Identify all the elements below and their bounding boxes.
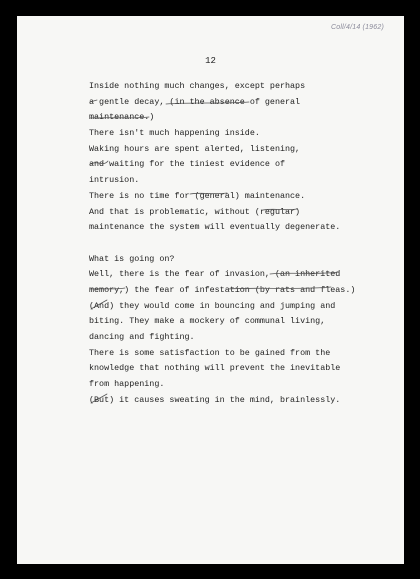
text-line: And that is problematic, without (regular) (89, 206, 301, 217)
text-line: biting. They make a mockery of communal living, (89, 316, 326, 327)
text-line: Well, there is the fear of invasion, (an inherited (89, 269, 341, 280)
text-line: memory,) the fear of infestation (by rats and fleas.) (89, 284, 356, 295)
text-line: from happening. (89, 379, 165, 390)
typed-text (89, 79, 389, 408)
text-line: (But) it causes sweating in the mind, brainlessly. (89, 394, 341, 405)
text-line: maintenance the system will eventually degenerate. (89, 222, 341, 233)
text-line: maintenance.) (89, 112, 155, 123)
text-line: (And) they would come in bouncing and jumping and (89, 300, 336, 311)
text-line: and waiting for the tiniest evidence of (89, 159, 286, 170)
archive-reference: Coll/4/14 (1962) (330, 24, 384, 31)
page-number: 12 (205, 56, 216, 66)
text-line: knowledge that nothing will prevent the inevitable (89, 363, 341, 374)
text-line: intrusion. (89, 175, 140, 186)
text-line: a gentle decay, (in the absence of general (89, 96, 301, 107)
text-line: There isn't much happening inside. (89, 128, 260, 139)
text-line: Waking hours are spent alerted, listening, (89, 143, 301, 154)
document-page (17, 16, 404, 564)
text-line: What is going on? (89, 253, 175, 264)
text-line: There is no time for (general) maintenance. (89, 190, 306, 201)
text-line: There is some satisfaction to be gained from the (89, 347, 331, 358)
text-line: dancing and fighting. (89, 332, 195, 342)
paragraph-gap (89, 236, 389, 252)
text-line: Inside nothing much changes, except perhaps (89, 81, 306, 91)
